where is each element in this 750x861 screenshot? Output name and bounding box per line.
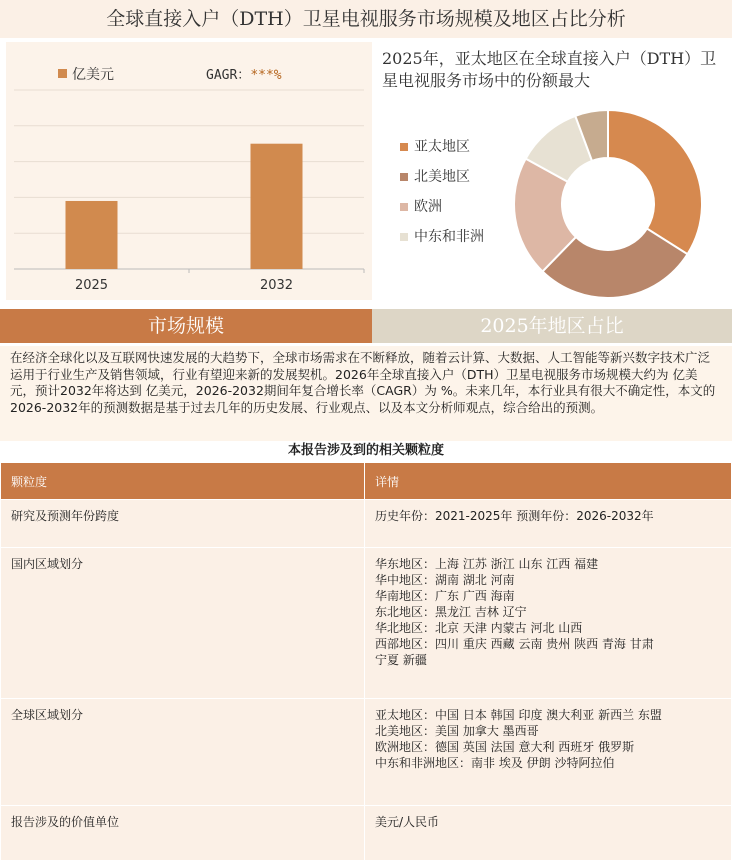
header-granularity: 颗粒度	[1, 463, 365, 500]
detail-line: 历史年份：2021-2025年 预测年份：2026-2032年	[375, 509, 654, 523]
section-market-size: 市场规模	[0, 309, 372, 343]
pie-legend-item	[400, 198, 510, 216]
pie-legend-item	[400, 138, 510, 156]
pie-legend	[400, 138, 510, 258]
granularity-cell: 研究及预测年份跨度	[1, 500, 365, 548]
detail-line: 华南地区：广东 广西 海南	[375, 589, 515, 603]
pie-legend-item	[400, 168, 510, 186]
detail-line: 西部地区：四川 重庆 西藏 云南 贵州 陕西 青海 甘肃	[375, 637, 654, 651]
detail-line: 东北地区：黑龙江 吉林 辽宁	[375, 605, 527, 619]
detail-line: 中东和非洲地区：南非 埃及 伊朗 沙特阿拉伯	[375, 756, 615, 770]
details-cell	[365, 500, 732, 548]
detail-line: 宁夏 新疆	[375, 653, 427, 667]
market-size-chart	[6, 42, 372, 300]
detail-line: 美元/人民币	[375, 815, 440, 829]
description-text: 在经济全球化以及互联网快速发展的大趋势下，全球市场需求在不断释放，随着云计算、大数据、人工智能等新兴数字技术广泛运用于行业生产及销售领域，行业有望迎来新的发展契机。2026年全球直接入户（DTH）卫星电视服务市场规模大约为 亿美元，预计2032年将达到 亿美元，2026-2032期间年复合增长率（CAGR）为 %。未来几年，本行业具有很大不确定性，本文的2026-2032年的预测数据是基于过去几年的历史发展、行业观点、以及本文分析师观点，综合给出的预测。	[0, 346, 732, 441]
table-header-row	[1, 463, 732, 500]
details-cell	[365, 699, 732, 806]
detail-line: 亚太地区：中国 日本 韩国 印度 澳大利亚 新西兰 东盟	[375, 708, 662, 722]
page-title: 全球直接入户（DTH）卫星电视服务市场规模及地区占比分析	[0, 0, 732, 38]
granularity-table	[0, 462, 732, 861]
pie-legend-label: 欧洲	[414, 199, 442, 215]
header-details: 详情	[365, 463, 732, 500]
table-caption: 本报告涉及到的相关颗粒度	[287, 443, 444, 458]
detail-line: 华东地区：上海 江苏 浙江 山东 江西 福建	[375, 557, 599, 571]
table-row	[1, 500, 732, 548]
legend-label: 亿美元	[72, 67, 114, 83]
bar-chart-svg	[6, 42, 372, 300]
pie-chart-title: 2025年，亚太地区在全球直接入户（DTH）卫星电视服务市场中的份额最大	[382, 49, 717, 90]
legend-swatch	[400, 203, 408, 211]
details-cell	[365, 548, 732, 699]
table-row	[1, 806, 732, 861]
pie-legend-label: 北美地区	[414, 169, 470, 185]
detail-line: 华北地区：北京 天津 内蒙古 河北 山西	[375, 621, 583, 635]
x-tick-label: 2025	[74, 278, 109, 293]
legend-swatch	[400, 173, 408, 181]
granularity-cell: 全球区域划分	[1, 699, 365, 806]
detail-line: 欧洲地区：德国 英国 法国 意大利 西班牙 俄罗斯	[375, 740, 635, 754]
bar-2025	[66, 201, 118, 269]
pie-legend-label: 亚太地区	[414, 139, 470, 155]
cagr-value: ***%	[250, 68, 282, 83]
detail-line: 北美地区：美国 加拿大 墨西哥	[375, 724, 539, 738]
legend-swatch	[400, 143, 408, 151]
granularity-cell: 报告涉及的价值单位	[1, 806, 365, 861]
section-region-share: 2025年地区占比	[372, 309, 732, 343]
pie-legend-label: 中东和非洲	[414, 229, 484, 245]
cagr-label: GAGR：***%	[206, 68, 282, 83]
details-cell	[365, 806, 732, 861]
table-row	[1, 548, 732, 699]
table-row	[1, 699, 732, 806]
granularity-cell: 国内区域划分	[1, 548, 365, 699]
pie-legend-item	[400, 228, 510, 246]
x-tick-label: 2032	[259, 278, 294, 293]
pie-chart-svg	[508, 104, 708, 304]
legend-swatch	[400, 233, 408, 241]
detail-line: 华中地区：湖南 湖北 河南	[375, 573, 515, 587]
bar-2032	[251, 144, 303, 269]
